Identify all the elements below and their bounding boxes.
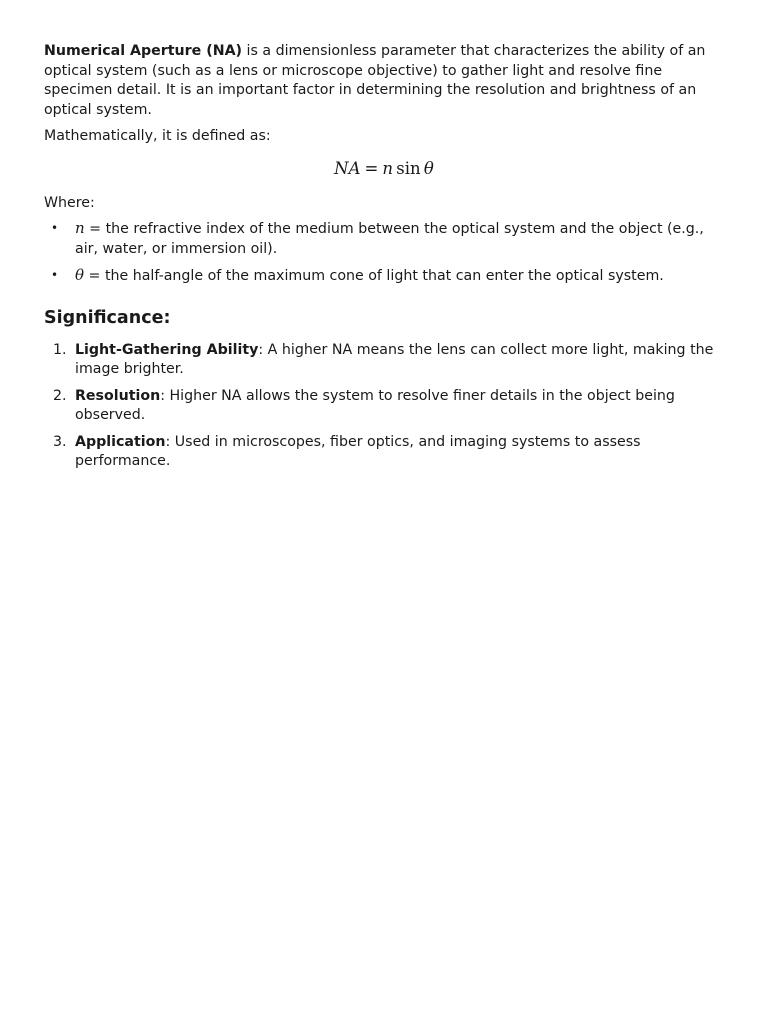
math-intro: Mathematically, it is defined as: xyxy=(44,128,271,144)
list-item xyxy=(44,266,724,287)
significance-list xyxy=(44,341,724,472)
item-term: Resolution xyxy=(75,387,161,404)
intro-text: is a dimensionless parameter that characterizes the ability of an optical system (such as a lens or microscope objective) to gather light and resolve fine specimen detail. It is an important factor in determining the resolution and brightness of an optical system. xyxy=(44,43,706,118)
variable-symbol: θ xyxy=(75,266,85,284)
formula-theta: θ xyxy=(423,158,434,178)
intro-paragraph xyxy=(44,42,724,120)
list-item xyxy=(44,219,724,259)
bullet-icon: • xyxy=(51,268,59,282)
item-number: 2. xyxy=(53,387,67,404)
variable-description: = the half-angle of the maximum cone of light that can enter the optical system. xyxy=(84,268,664,284)
formula-lhs: NA xyxy=(334,158,361,178)
variable-list xyxy=(44,219,724,287)
item-number: 1. xyxy=(53,341,67,358)
formula-sin: sin xyxy=(396,158,421,178)
item-term: Light-Gathering Ability xyxy=(75,341,259,358)
list-item xyxy=(44,387,724,426)
formula-n: n xyxy=(382,158,393,178)
item-text: : A higher NA means the lens can collect more light, making the image brighter. xyxy=(75,341,714,377)
list-item xyxy=(44,433,724,472)
variable-symbol: n xyxy=(75,219,85,237)
intro-term: Numerical Aperture (NA) xyxy=(44,43,243,59)
where-label: Where: xyxy=(44,194,95,211)
item-number: 3. xyxy=(53,433,67,450)
item-term: Application xyxy=(75,433,166,450)
formula-equals: = xyxy=(364,158,379,178)
significance-heading: Significance: xyxy=(44,307,171,328)
variable-description: = the refractive index of the medium between the optical system and the object (e.g., air, water, or immersion oil). xyxy=(75,221,704,257)
list-item xyxy=(44,341,724,380)
bullet-icon: • xyxy=(51,221,59,235)
na-formula xyxy=(44,159,724,179)
item-text: : Used in microscopes, fiber optics, and imaging systems to assess performance. xyxy=(75,433,641,469)
item-text: : Higher NA allows the system to resolve finer details in the object being observed. xyxy=(75,387,675,423)
